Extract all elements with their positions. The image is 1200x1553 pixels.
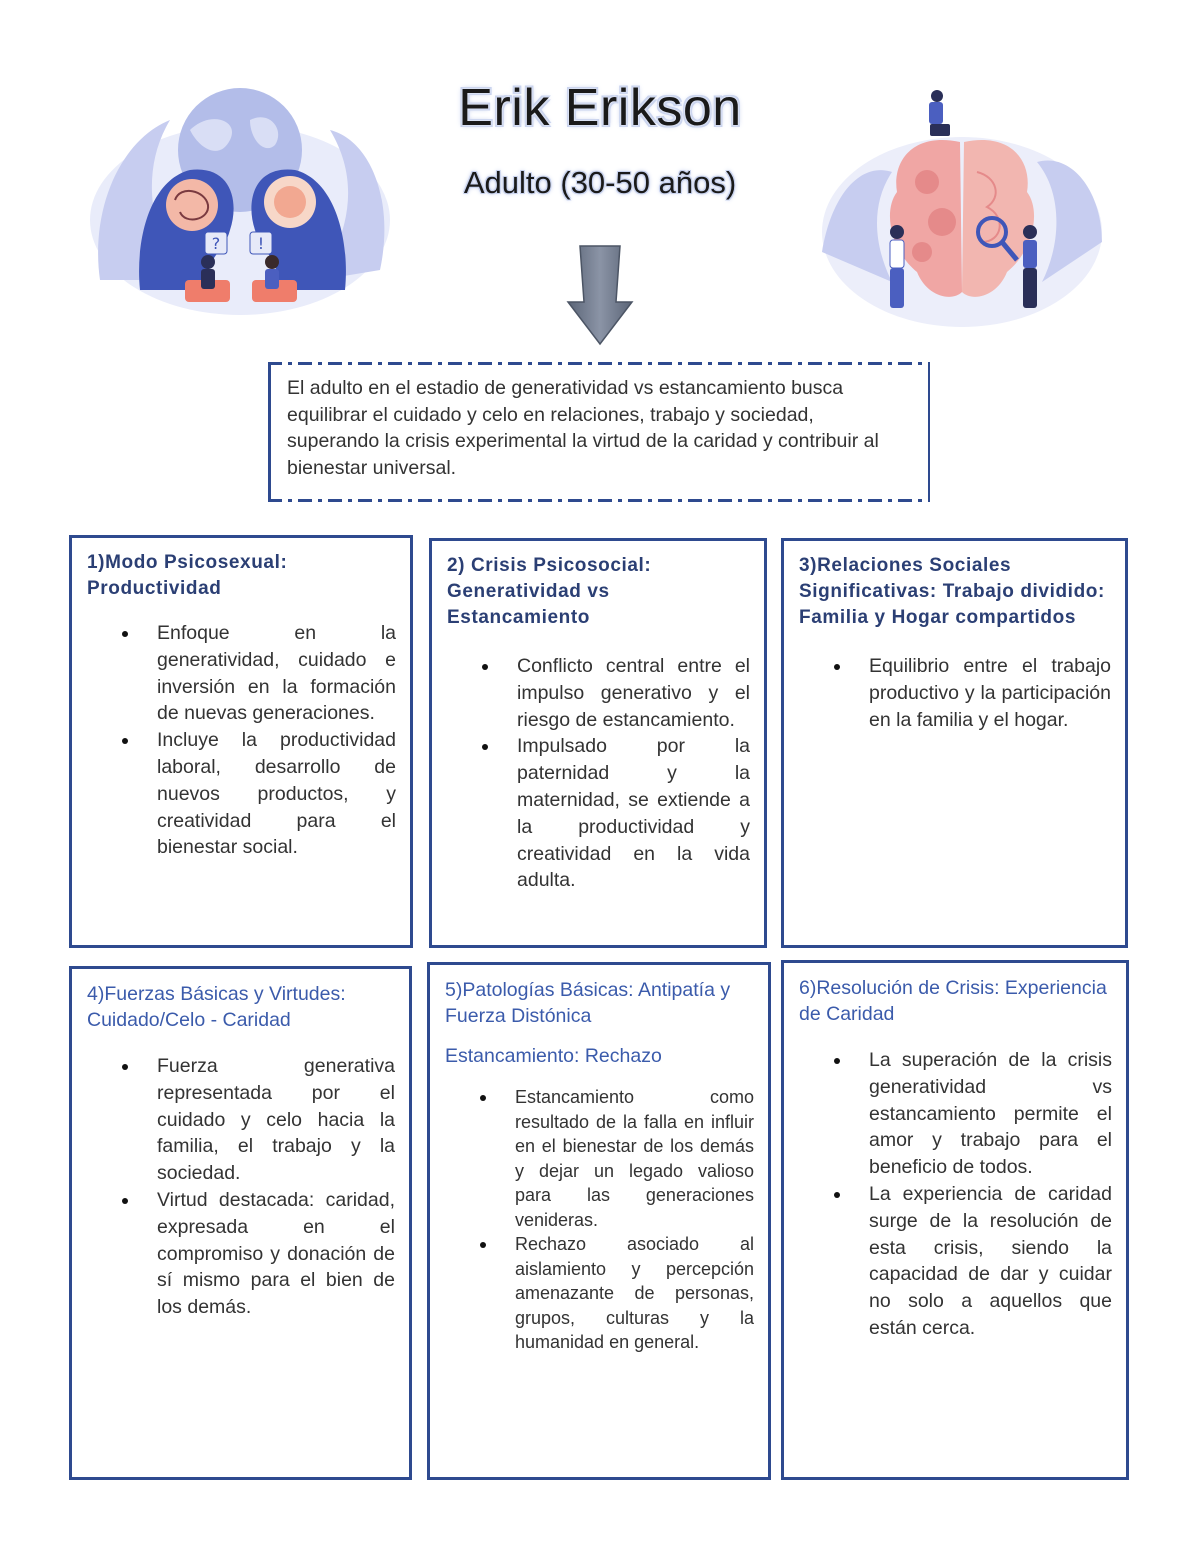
box-title: 6)Resolución de Crisis: Experiencia de Caridad [799, 977, 1107, 1025]
bullet-list [799, 653, 1111, 733]
page-title: Erik Erikson [458, 79, 742, 137]
box-fuerzas-basicas [69, 966, 412, 1480]
list-item: Impulsado por la paternidad y la maternidad, se extiende a la productividad y creatividad en la vida adulta. [517, 733, 750, 894]
svg-text:?: ? [211, 234, 221, 253]
list-item: Enfoque en la generatividad, cuidado e inversión en la formación de nuevas generaciones. [157, 620, 396, 727]
page-subtitle: Adulto (30-50 años) [463, 165, 737, 200]
box-title: 4)Fuerzas Básicas y Virtudes: Cuidado/Celo - Caridad [87, 983, 346, 1031]
svg-text:!: ! [257, 234, 265, 253]
down-arrow-icon [566, 244, 634, 351]
box-modo-psicosexual [69, 535, 413, 948]
box-title: 2) Crisis Psicosocial: Generatividad vs Estancamiento [447, 555, 652, 628]
list-item: La superación de la crisis generatividad vs estancamiento permite el amor y trabajo para el beneficio de todos. [869, 1047, 1112, 1181]
list-item: Incluye la productividad laboral, desarrollo de nuevos productos, y creatividad para el bienestar social. [157, 727, 396, 861]
bullet-list [445, 1085, 754, 1355]
list-item: Virtud destacada: caridad, expresada en el compromiso y donación de sí mismo para el bien de los demás. [157, 1187, 395, 1321]
list-item: Rechazo asociado al aislamiento y percepción amenazante de personas, grupos, culturas y la humanidad en general. [515, 1232, 754, 1355]
box-subheading: Estancamiento: Rechazo [445, 1045, 662, 1067]
bullet-list [87, 1053, 395, 1321]
box-patologias-basicas [427, 962, 771, 1480]
bullet-list [447, 653, 750, 894]
list-item: Conflicto central entre el impulso generativo y el riesgo de estancamiento. [517, 653, 750, 733]
box-crisis-psicosocial [429, 538, 767, 948]
list-item: La experiencia de caridad surge de la resolución de esta crisis, siendo la capacidad de dar y cuidar no solo a aquellos que están cerca. [869, 1181, 1112, 1342]
box-title: 3)Relaciones Sociales Significativas: Trabajo dividido: Familia y Hogar compartidos [799, 555, 1105, 628]
intro-text-box: El adulto en el estadio de generatividad vs estancamiento busca equilibrar el cuidado y celo en relaciones, trabajo y sociedad, superando la crisis experimental la virtud de la caridad y contribuir al bienestar universal. [268, 362, 930, 502]
list-item: Estancamiento como resultado de la falla en influir en el bienestar de los demás y dejar un legado valioso para las generaciones venideras. [515, 1085, 754, 1232]
bullet-list [87, 620, 396, 861]
list-item: Fuerza generativa representada por el cuidado y celo hacia la familia, el trabajo y la sociedad. [157, 1053, 395, 1187]
box-title: 1)Modo Psicosexual: Productividad [87, 552, 288, 599]
box-title: 5)Patologías Básicas: Antipatía y Fuerza Distónica [445, 979, 731, 1027]
bullet-list [799, 1047, 1112, 1342]
box-relaciones-sociales [781, 538, 1128, 948]
box-resolucion-crisis [781, 960, 1129, 1480]
list-item: Equilibrio entre el trabajo productivo y la participación en la familia y el hogar. [869, 653, 1111, 733]
